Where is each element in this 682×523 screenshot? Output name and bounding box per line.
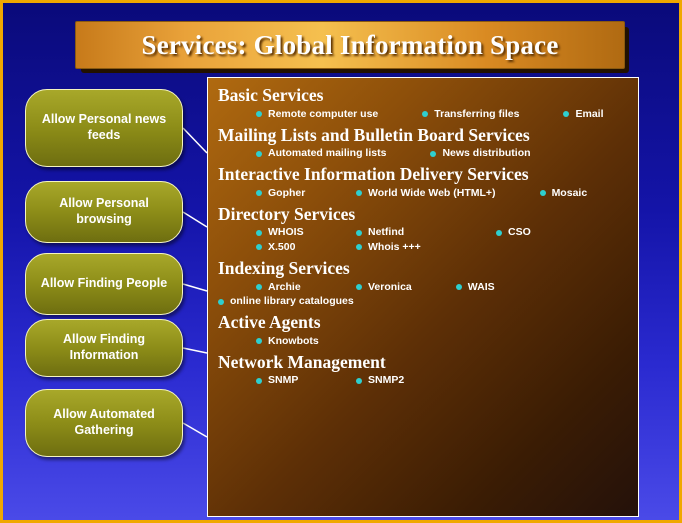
page-title: Services: Global Information Space [141,29,559,60]
callout-automated-gathering[interactable] [25,389,183,457]
list-item-label: Automated mailing lists [268,147,387,160]
list-item-label: Remote computer use [268,107,379,120]
list-item-label: CSO [508,226,531,239]
callout-finding-information[interactable] [25,319,183,377]
list-item [256,373,356,388]
callout-label: Allow Personal news feeds [41,112,167,142]
list-item [356,186,502,201]
list-item-label: online library catalogues [230,295,354,308]
list-item-label: Whois +++ [368,241,421,253]
bullet-icon [256,151,262,157]
list-item [256,240,356,255]
bullet-icon [430,151,436,157]
list-item-label: Veronica [368,280,412,293]
bullet-icon [456,284,462,290]
bullet-row [218,225,628,255]
bullet-icon [256,111,262,117]
bullet-icon [563,111,569,117]
list-item-label: Email [575,107,604,120]
list-item-label: Netfind [368,226,405,239]
list-item [256,146,392,161]
list-item-label: Transferring files [434,107,520,120]
list-item [218,294,360,309]
bullet-row [218,280,628,310]
section-heading-mailing-lists: Mailing Lists and Bulletin Board Services [218,124,530,145]
title-bar [75,21,625,69]
services-panel [207,77,639,517]
list-item [256,186,356,201]
section-heading-interactive-delivery: Interactive Information Delivery Services [218,164,529,184]
list-item-label: WAIS [467,280,495,293]
bullet-row [218,186,628,201]
bullet-icon [540,190,546,196]
list-item-label: Gopher [268,186,306,199]
bullet-icon [356,190,362,196]
list-item-label: X.500 [268,241,296,253]
section-heading-indexing-services: Indexing Services [218,257,350,278]
list-item [422,107,525,122]
list-item-label: SNMP [268,374,299,387]
bullet-row [218,334,628,349]
bullet-icon [256,190,262,196]
list-item [256,280,356,295]
bullet-icon [256,338,262,344]
bullet-row [218,373,628,388]
list-item [356,240,427,255]
bullet-icon [356,284,362,290]
bullet-icon [422,111,428,117]
list-item-label: SNMP2 [368,374,405,387]
list-item-label: Mosaic [551,186,588,199]
section-heading-basic-services: Basic Services [218,85,324,105]
bullet-icon [496,230,502,236]
list-item [356,280,418,295]
section-heading-network-management: Network Management [218,351,386,372]
list-item [430,146,536,161]
list-item [496,225,537,240]
list-item [356,373,410,388]
list-item [256,107,384,122]
bullet-icon [256,244,262,250]
callout-label: Allow Finding People [40,276,168,291]
bullet-icon [356,230,362,236]
list-item [456,280,556,295]
list-item [540,186,594,201]
list-item-label: News distribution [442,147,531,160]
list-item-label: Archie [268,280,301,293]
bullet-icon [256,378,262,384]
bullet-icon [256,284,262,290]
section-heading-directory-services: Directory Services [218,203,356,224]
callout-personal-browsing[interactable] [25,181,183,243]
callout-label: Allow Automated Gathering [53,407,155,437]
section-heading-active-agents: Active Agents [218,312,321,333]
callout-personal-news-feeds[interactable] [25,89,183,167]
callout-finding-people[interactable] [25,253,183,315]
bullet-icon [256,230,262,236]
list-item-label: World Wide Web (HTML+) [368,186,496,199]
list-item [563,107,609,122]
bullet-icon [356,244,362,250]
bullet-icon [218,299,224,305]
list-item [356,225,496,240]
list-item-label: WHOIS [268,226,304,239]
list-item-label: Knowbots [268,334,319,347]
list-item [256,334,325,349]
bullet-row [218,146,628,161]
list-item [256,225,356,240]
bullet-row [218,107,628,122]
callout-label: Allow Personal browsing [59,196,149,226]
bullet-icon [356,378,362,384]
callout-label: Allow Finding Information [63,332,145,362]
